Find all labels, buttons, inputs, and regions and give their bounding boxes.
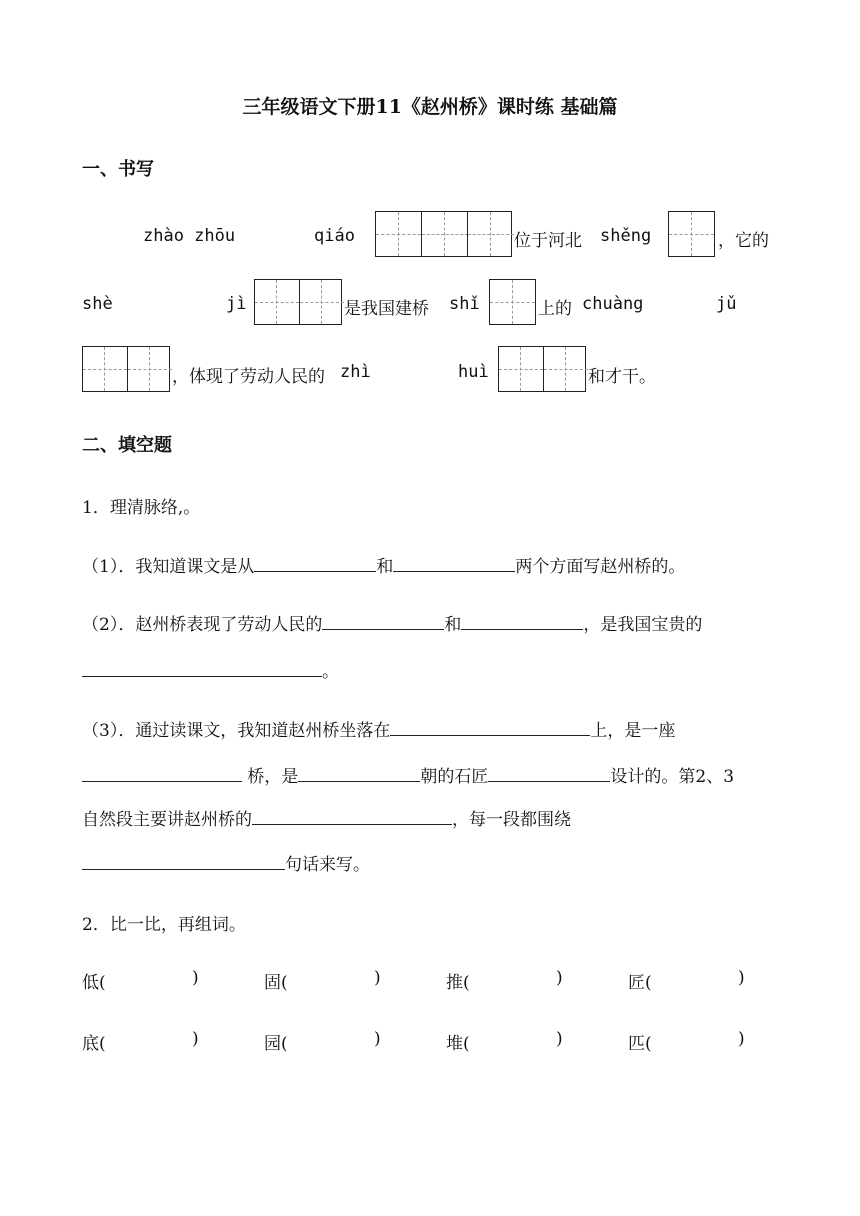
text-tade: ，它的 [718,231,769,251]
question-1-3-line4: 句话来写。 [82,850,370,875]
blank-1-3d[interactable] [488,763,610,782]
question-1-2: （2）．赵州桥表现了劳动人民的 和 ，是我国宝贵的 [82,610,702,635]
question-1-3-line2: 桥，是 朝的石匠 设计的。第2、3 [82,762,734,787]
text-hecaigan: 和才干。 [588,367,656,387]
blank-1-3b[interactable] [82,763,242,782]
question-1-2-cont: 。 [82,657,339,682]
compare-close: ) [556,968,563,988]
char-box-zhaozhouqiao[interactable] [375,211,512,257]
compare-close: ) [192,968,199,988]
pinyin-qiao: qiáo [314,226,355,246]
blank-1-2c[interactable] [82,658,322,677]
pinyin-ju: jǔ [716,294,737,314]
blank-1-2a[interactable] [322,611,444,630]
compare-close: ) [374,968,381,988]
pinyin-zhi: zhì [340,362,371,382]
question-1-1: （1）．我知道课文是从 和 两个方面写赵州桥的。 [82,552,685,577]
blank-1-3e[interactable] [252,806,452,825]
question-1-3-line3: 自然段主要讲赵州桥的 ，每一段都围绕 [82,805,571,830]
compare-close: ) [556,1029,563,1049]
pinyin-shi: shǐ [449,294,480,314]
section-heading-fill: 二、填空题 [82,435,172,456]
compare-item-8: 匹( [628,1034,652,1054]
blank-1-3f[interactable] [82,851,285,870]
blank-1-2b[interactable] [461,611,583,630]
compare-item-4: 匠( [628,973,652,993]
char-box-zhihui[interactable] [498,346,586,392]
char-box-sheji[interactable] [254,279,342,325]
compare-item-1: 低( [82,973,106,993]
text-shiwoguo: 是我国建桥 [344,299,429,319]
text-tixian: ，体现了劳动人民的 [172,367,325,387]
pinyin-zhaozhou: zhào zhōu [143,226,236,246]
question-1-3: （3）．通过读课文，我知道赵州桥坐落在 上，是一座 [82,716,675,741]
compare-close: ) [192,1029,199,1049]
blank-1-1a[interactable] [254,553,376,572]
blank-1-1b[interactable] [393,553,515,572]
blank-1-3a[interactable] [390,717,590,736]
char-box-chuangju[interactable] [82,346,170,392]
pinyin-she: shè [82,294,113,314]
compare-close: ) [738,1029,745,1049]
page-title: 三年级语文下册11《赵州桥》课时练 基础篇 [242,96,618,118]
char-box-sheng[interactable] [668,211,715,257]
compare-item-6: 园( [264,1034,288,1054]
compare-item-5: 底( [82,1034,106,1054]
pinyin-hui: huì [458,362,489,382]
text-shangde: 上的 [538,299,572,319]
compare-close: ) [738,968,745,988]
blank-1-3c[interactable] [298,763,420,782]
section-heading-writing: 一、书写 [82,159,154,180]
question-2: 2．比一比，再组词。 [82,915,246,935]
question-1: 1．理清脉络,。 [82,498,201,518]
pinyin-sheng: shěng [600,226,652,246]
compare-item-2: 固( [264,973,288,993]
compare-close: ) [374,1029,381,1049]
pinyin-ji: jì [226,294,247,314]
compare-item-3: 推( [446,973,470,993]
text-weiyu: 位于河北 [514,231,582,251]
char-box-shi[interactable] [489,279,536,325]
pinyin-chuang: chuàng [582,294,644,314]
compare-item-7: 堆( [446,1034,470,1054]
